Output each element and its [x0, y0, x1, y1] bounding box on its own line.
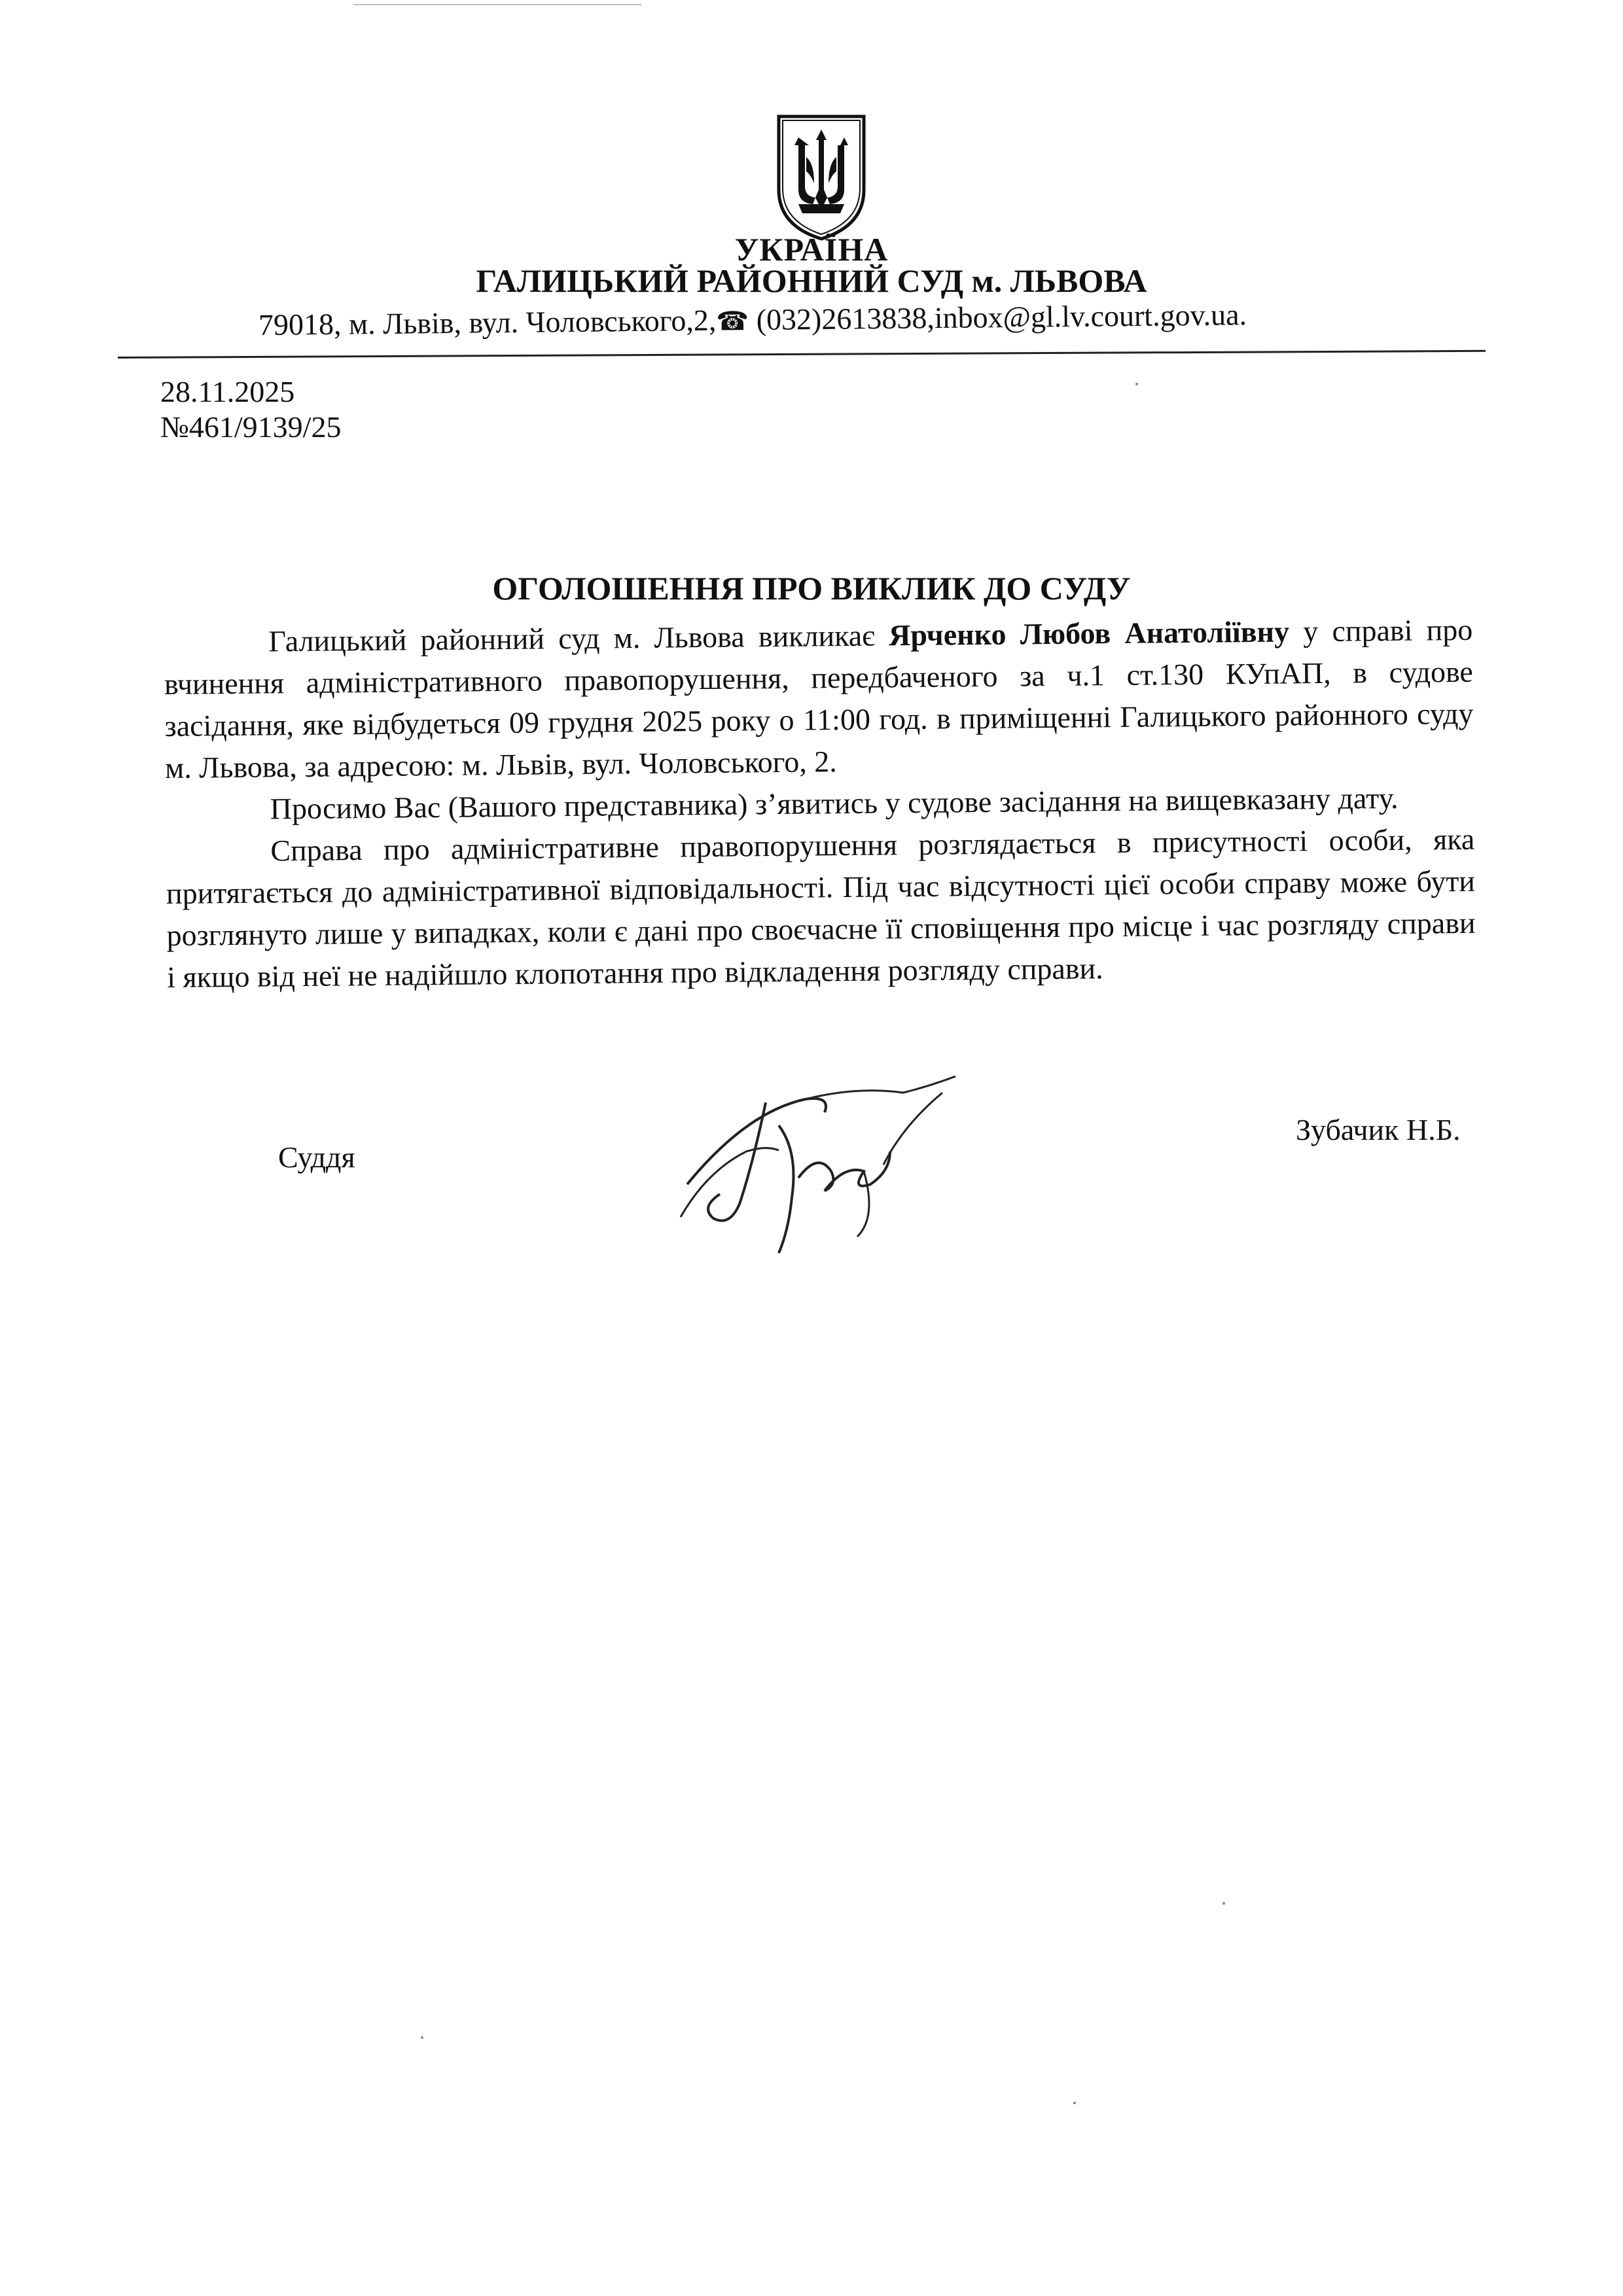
paragraph-1-text-end: у справі про вчинення адміністративного правопорушення, передбаченого за ч.1 ст.130 КУпАП, в судове засідання, яке відбудеться 09 грудня 2025 року о 11:00 год. в приміщенні Галицького районного суду м. Львова, за адресою: м. Львів, вул. Чоловського, 2.: [164, 612, 1474, 785]
header-contacts: 79018, м. Львів, вул. Чоловського,2,☎ (032)2613838,inbox@gl.lv.court.gov.ua.: [258, 298, 1247, 342]
telephone-icon: ☎: [716, 306, 749, 337]
scan-speck: [1135, 383, 1138, 385]
header-divider: [118, 350, 1486, 359]
body-paragraph-3: Справа про адміністративне правопорушення розглядається в присутності особи, яка притягається до адміністративної відповідальності. Під час відсутності цієї особи справу може бути розглянуто лише у випадках, коли є дані про своєчасне її сповіщення про місце і час розгляду справи і якщо від неї не надійшло клопотання про відкладення розгляду справи.: [166, 822, 1476, 994]
summoned-person-name: Ярченко Любов Анатоліївну: [888, 614, 1290, 652]
document-body: [164, 609, 1476, 998]
document-title: ОГОЛОШЕННЯ ПРО ВИКЛИК ДО СУДУ: [492, 570, 1131, 607]
signatory-name: Зубачик Н.Б.: [1296, 1113, 1461, 1146]
scan-artifact-line: [353, 4, 641, 5]
header-court-name: ГАЛИЦЬКИЙ РАЙОННИЙ СУД м. ЛЬВОВА: [476, 262, 1147, 299]
body-paragraph-2: Просимо Вас (Вашого представника) з’явитись у судове засідання на вищевказану дату.: [270, 781, 1399, 826]
body-paragraph-1: [164, 609, 1474, 789]
court-email: inbox@gl.lv.court.gov.ua.: [934, 298, 1247, 335]
document-date: 28.11.2025: [160, 375, 295, 408]
paragraph-1-text-start: Галицький районний суд м. Львова викликає: [268, 618, 889, 658]
header-country: УКРАЇНА: [734, 231, 889, 268]
document-number: №461/9139/25: [160, 410, 342, 444]
scan-speck: [421, 2036, 423, 2039]
court-phone: (032)2613838: [756, 301, 927, 337]
coat-of-arms-icon: [772, 111, 870, 242]
handwritten-signature: [668, 1073, 969, 1269]
scan-speck: [1073, 2102, 1076, 2104]
scan-speck: [1222, 1902, 1225, 1905]
signatory-role: Суддя: [278, 1140, 355, 1174]
court-address: 79018, м. Львів, вул. Чоловського,2,: [258, 303, 717, 342]
